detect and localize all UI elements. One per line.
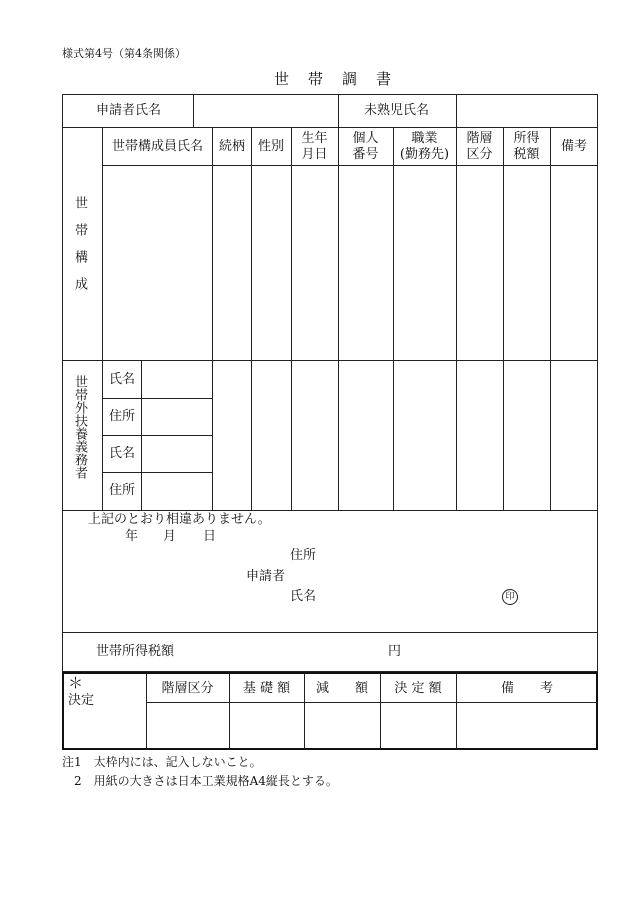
date-day-label: 日: [203, 529, 217, 544]
date-month-label: 月: [163, 529, 177, 544]
decision-label: 決定: [68, 693, 95, 708]
address-label: 住所: [290, 548, 317, 563]
header-relation: 続柄: [219, 139, 246, 154]
declaration-statement: 上記のとおり相違ありません。: [88, 512, 271, 527]
tax-total-field[interactable]: [180, 636, 380, 668]
decision-asterisk: ＊: [68, 674, 84, 692]
household-side-label: 世帯構成: [72, 196, 87, 304]
applicant-name-label: 申請者氏名: [96, 103, 162, 118]
decision-header-reduction: 減 額: [315, 681, 368, 696]
outside-row-label: 住所: [109, 483, 136, 498]
header-class: 階層 区分: [466, 131, 493, 162]
decision-header-amount: 決 定 額: [394, 681, 442, 696]
outside-row-label: 氏名: [109, 446, 136, 461]
header-member-name: 世帯構成員氏名: [112, 139, 204, 154]
decision-header-remarks: 備 考: [500, 681, 553, 696]
minor-name-label: 未熟児氏名: [364, 103, 430, 118]
outside-row-label: 住所: [109, 409, 136, 424]
household-members-area[interactable]: [103, 166, 597, 359]
applicant-label: 申請者: [246, 569, 286, 584]
header-tax: 所得 税額: [513, 131, 540, 162]
applicant-name-field[interactable]: [194, 95, 337, 126]
header-job: 職業 (勤務先): [399, 131, 450, 162]
page-title: 世 帯 調 書: [274, 70, 394, 88]
form-number: 様式第4号（第4条関係）: [62, 47, 186, 60]
note-2: 2 用紙の大きさは日本工業規格A4縦長とする。: [62, 774, 338, 788]
header-birth: 生年 月日: [301, 131, 328, 162]
header-sex: 性別: [258, 139, 285, 154]
name-label: 氏名: [290, 589, 317, 604]
tax-total-unit: 円: [388, 644, 402, 659]
decision-header-base: 基 礎 額: [242, 681, 291, 696]
outside-name-field-2[interactable]: [142, 436, 211, 471]
outside-name-field-1[interactable]: [142, 361, 211, 397]
tax-total-label: 世帯所得税額: [96, 644, 175, 659]
outside-row-label: 氏名: [109, 372, 136, 387]
outside-address-field-2[interactable]: [142, 473, 211, 509]
minor-name-field[interactable]: [457, 95, 597, 126]
header-personal-no: 個人 番号: [352, 131, 379, 162]
date-year-label: 年: [125, 529, 139, 544]
outside-side-label: 世帯外扶養義務者: [72, 375, 87, 479]
outside-address-field-1[interactable]: [142, 399, 211, 434]
header-remarks: 備考: [560, 139, 587, 154]
note-1: 注1 太枠内には、記入しないこと。: [62, 755, 262, 769]
decision-header-class: 階層区分: [161, 681, 214, 696]
seal-mark: 印: [502, 589, 518, 605]
